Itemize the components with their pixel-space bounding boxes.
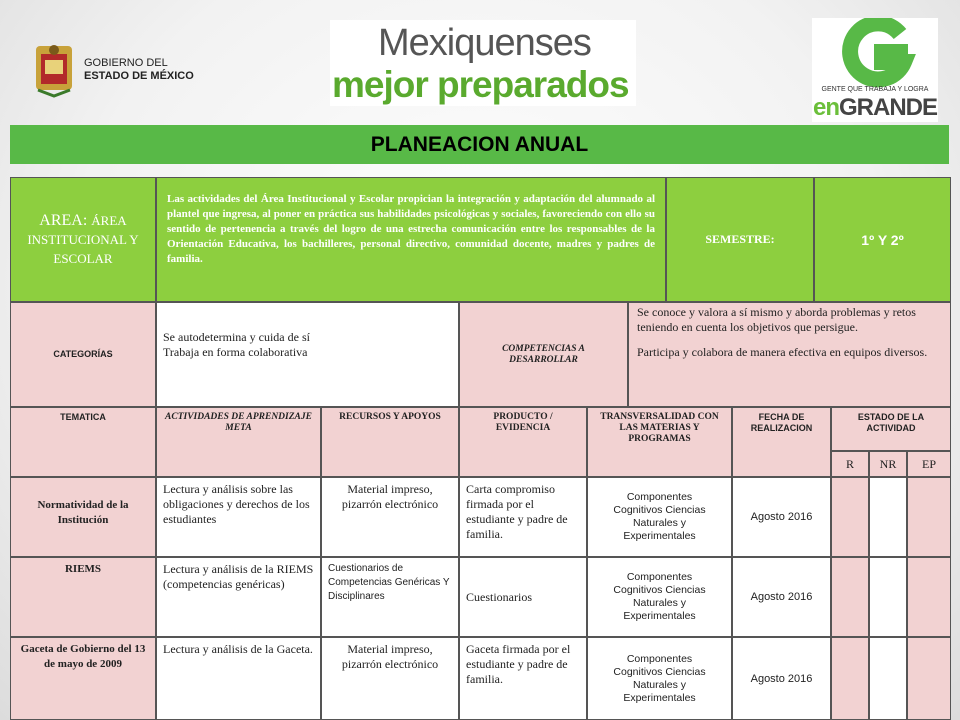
col-transversalidad-label: TRANSVERSALIDAD CON LAS MATERIAS Y PROGRAMAS (600, 412, 719, 444)
row3-producto-cell (459, 637, 587, 720)
row3-fecha-cell (732, 637, 831, 720)
row1-producto-cell (459, 477, 587, 557)
semestre-value: 1º Y 2º (861, 231, 904, 248)
row2-nr-cell[interactable] (869, 557, 907, 637)
area-label-rest: ÁREA INSTITUCIONAL Y ESCOLAR (27, 213, 139, 266)
row1-recursos-cell (321, 477, 459, 557)
row1-ep-cell[interactable] (907, 477, 951, 557)
row1-fecha: Agosto 2016 (750, 511, 813, 523)
row3-r-cell[interactable] (831, 637, 869, 720)
row1-tema-cell (10, 477, 156, 557)
col-r (831, 451, 869, 477)
row1-trans: Componentes Cognitivos Ciencias Naturales y Experimentales (613, 491, 706, 542)
col-actividades-label: ACTIVIDADES DE APRENDIZAJE (165, 412, 312, 422)
row2-trans-cell (587, 557, 732, 637)
gob-line1: GOBIERNO DEL (84, 57, 168, 69)
col-nr (869, 451, 907, 477)
mexiquenses-banner (330, 20, 636, 106)
col-tematica (10, 407, 156, 477)
row1-recursos: Material impreso, pizarrón electrónico (341, 482, 439, 511)
area-label-cell (10, 177, 156, 302)
area-label-main: AREA: (39, 212, 88, 229)
row3-trans-cell (587, 637, 732, 720)
engrande-tagline: GENTE QUE TRABAJA Y LOGRA (821, 86, 929, 93)
row1-actividad: Lectura y análisis sobre las obligaciones y derechos de los estudiantes (163, 482, 310, 526)
engrande-grande: GRANDE (839, 94, 938, 121)
row1-nr-cell[interactable] (869, 477, 907, 557)
row2-recursos: Cuestionarios de Competencias Genéricas Y Disciplinares (328, 563, 450, 602)
row3-recursos: Material impreso, pizarrón electrónico (341, 642, 439, 671)
col-ep (907, 451, 951, 477)
engrande-en: en (812, 94, 839, 121)
row1-producto: Carta compromiso firmada por el estudiante y padre de familia. (466, 482, 568, 541)
row2-ep-cell[interactable] (907, 557, 951, 637)
row2-tema-cell (10, 557, 156, 637)
row2-actividad: Lectura y análisis de la RIEMS (competencias genéricas) (163, 562, 314, 591)
g-logo-icon (812, 18, 938, 88)
row3-actividad: Lectura y análisis de la Gaceta. (163, 642, 313, 656)
row1-trans-cell (587, 477, 732, 557)
competencias-label-cell (459, 302, 628, 407)
col-tematica-label: TEMATICA (60, 412, 106, 422)
row2-tema: RIEMS (64, 563, 102, 575)
categoria-2: Trabaja en forma colaborativa (163, 345, 308, 359)
col-producto-label: PRODUCTO / EVIDENCIA (493, 412, 553, 433)
competencia-2: Participa y colabora de manera efectiva en equipos diversos. (637, 345, 928, 359)
col-estado-label: ESTADO DE LA ACTIVIDAD (857, 412, 925, 433)
page-title: PLANEACION ANUAL (10, 125, 949, 164)
planning-table (10, 177, 951, 720)
row1-fecha-cell (732, 477, 831, 557)
row2-producto-cell (459, 557, 587, 637)
coat-of-arms-icon (32, 42, 76, 98)
competencia-1: Se conoce y valora a sí mismo y aborda problemas y retos teniendo en cuenta los objetivos que persigue. (637, 305, 916, 334)
row3-tema: Gaceta de Gobierno del 13 de mayo de 2009 (20, 643, 146, 670)
row1-actividad-cell (156, 477, 321, 557)
row3-producto: Gaceta firmada por el estudiante y padre de familia. (466, 642, 571, 686)
gobierno-logo (32, 40, 212, 100)
row3-trans: Componentes Cognitivos Ciencias Naturales y Experimentales (613, 652, 706, 704)
engrande-logo (812, 18, 938, 122)
col-fecha (732, 407, 831, 477)
semestre-label: SEMESTRE: (705, 232, 775, 246)
banner-line2: mejor preparados (332, 64, 629, 105)
area-description: Las actividades del Área Institucional y Escolar propician la integración y adaptación del alumnado al plantel que ingresa, al poner en práctica sus habilidades psicológicas y sociales, favoreciendo con ello su sentido de pertenencia a través del logro de una estrecha comunicación entre los responsables de la Orientación Educativa, los bachilleres, personal directivo, comunidad docente, madres y padres de familia. (167, 193, 655, 265)
banner-line1: Mexiquenses (378, 22, 591, 64)
row2-fecha-cell (732, 557, 831, 637)
row2-fecha: Agosto 2016 (750, 591, 813, 603)
col-producto (459, 407, 587, 477)
categoria-1: Se autodetermina y cuida de sí (163, 330, 310, 344)
col-recursos (321, 407, 459, 477)
col-meta-label: META (225, 423, 252, 433)
row2-producto: Cuestionarios (466, 589, 532, 604)
competencias-label: COMPETENCIAS A DESARROLLAR (502, 343, 585, 365)
col-fecha-label: FECHA DE REALIZACION (750, 412, 813, 433)
row3-ep-cell[interactable] (907, 637, 951, 720)
gob-line2: ESTADO DE MÉXICO (84, 70, 194, 82)
col-r-label: R (845, 456, 854, 471)
row1-r-cell[interactable] (831, 477, 869, 557)
col-transversalidad (587, 407, 732, 477)
row2-recursos-cell (321, 557, 459, 637)
row3-nr-cell[interactable] (869, 637, 907, 720)
row1-tema: Normatividad de la Institución (37, 499, 129, 526)
row3-actividad-cell (156, 637, 321, 720)
area-description-cell (156, 177, 666, 302)
row2-r-cell[interactable] (831, 557, 869, 637)
categorias-value-cell (156, 302, 459, 407)
categorias-label-cell (10, 302, 156, 407)
col-nr-label: NR (879, 456, 897, 471)
col-recursos-label: RECURSOS Y APOYOS (339, 412, 441, 422)
row3-tema-cell (10, 637, 156, 720)
row3-recursos-cell (321, 637, 459, 720)
competencias-value-cell (628, 302, 951, 407)
row2-actividad-cell (156, 557, 321, 637)
col-actividades (156, 407, 321, 477)
row3-fecha: Agosto 2016 (750, 672, 813, 685)
col-ep-label: EP (921, 456, 936, 471)
categorias-label: CATEGORÍAS (53, 349, 113, 359)
row2-trans: Componentes Cognitivos Ciencias Naturales y Experimentales (613, 571, 706, 622)
semestre-label-cell (666, 177, 814, 302)
col-estado (831, 407, 951, 451)
semestre-value-cell (814, 177, 951, 302)
